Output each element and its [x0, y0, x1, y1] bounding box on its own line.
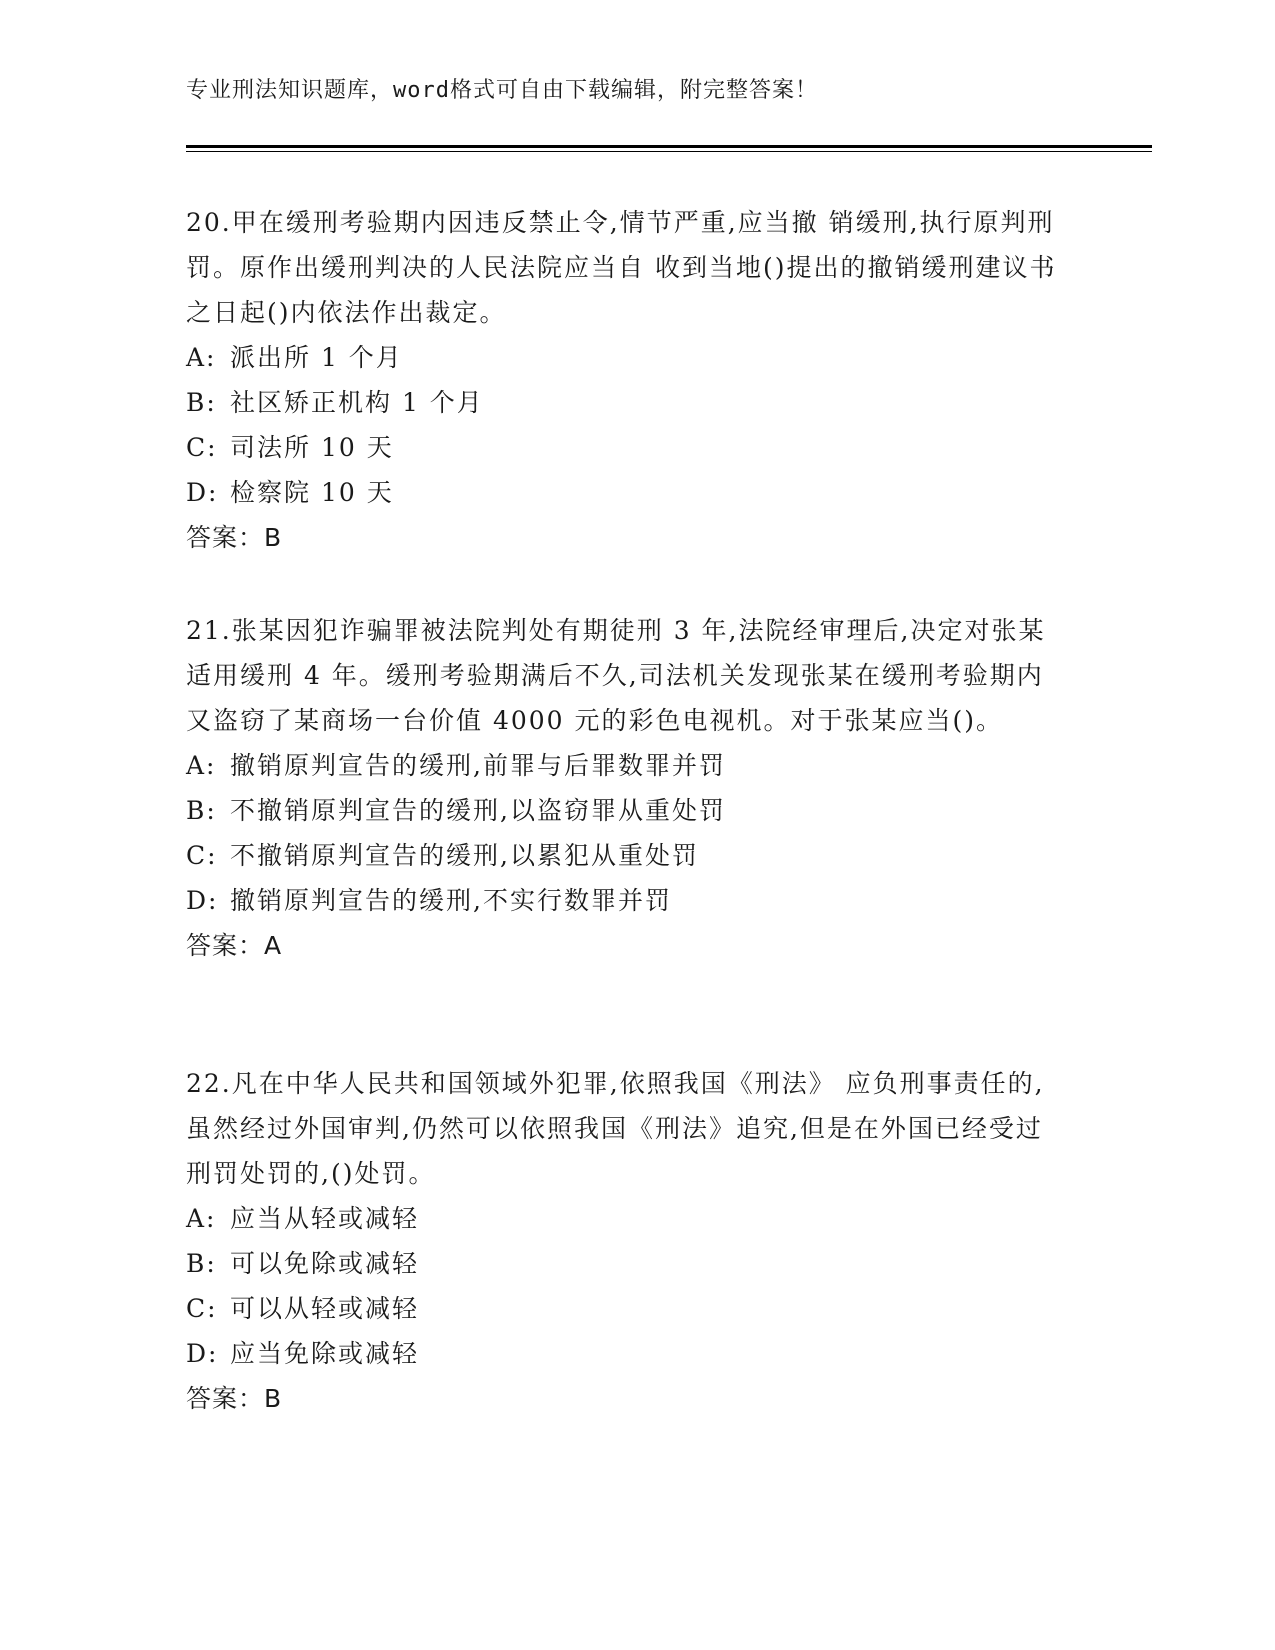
option-a [186, 743, 1066, 788]
question-22 [186, 1061, 1066, 1421]
option-b [186, 1241, 1066, 1286]
option-list [186, 335, 1066, 515]
option-b [186, 380, 1066, 425]
option-text: 不撤销原判宣告的缓刑,以盗窃罪从重处罚 [230, 796, 726, 825]
answer-line: 答案：A [186, 931, 283, 960]
header-rule-thin [186, 151, 1152, 152]
question-stem: 20.甲在缓刑考验期内因违反禁止令,情节严重,应当撤 销缓刑,执行原判刑罚。原作出缓刑判决的人民法院应当自 收到当地()提出的撤销缓刑建议书之日起()内依法作出裁定。 [186, 208, 1057, 327]
option-d [186, 878, 1066, 923]
option-text: 可以从轻或减轻 [230, 1294, 420, 1323]
answer-line: 答案：B [186, 523, 283, 552]
option-text: 不撤销原判宣告的缓刑,以累犯从重处罚 [230, 841, 699, 870]
option-text: 应当从轻或减轻 [230, 1204, 420, 1233]
option-c [186, 833, 1066, 878]
option-key: B: [186, 796, 217, 825]
option-key: B: [186, 1249, 217, 1278]
option-key: A: [186, 343, 217, 372]
option-key: D: [186, 478, 219, 507]
option-text: 检察院 10 天 [230, 478, 394, 507]
option-d [186, 470, 1066, 515]
option-key: C: [186, 841, 218, 870]
question-21 [186, 608, 1066, 968]
option-text: 应当免除或减轻 [230, 1339, 420, 1368]
option-key: B: [186, 388, 217, 417]
option-key: C: [186, 433, 218, 462]
option-key: D: [186, 1339, 219, 1368]
option-a [186, 335, 1066, 380]
option-text: 派出所 1 个月 [230, 343, 403, 372]
question-stem: 21.张某因犯诈骗罪被法院判处有期徒刑 3 年,法院经审理后,决定对张某适用缓刑 4 年。缓刑考验期满后不久,司法机关发现张某在缓刑考验期内又盗窃了某商场一台价值 4000 元的彩色电视机。对于张某应当()。 [186, 616, 1046, 735]
question-stem: 22.凡在中华人民共和国领域外犯罪,依照我国《刑法》 应负刑事责任的,虽然经过外国审判,仍然可以依照我国《刑法》追究,但是在外国已经受过刑罚处罚的,()处罚。 [186, 1069, 1045, 1188]
option-list [186, 743, 1066, 923]
option-a [186, 1196, 1066, 1241]
option-key: A: [186, 1204, 217, 1233]
option-key: C: [186, 1294, 218, 1323]
question-20 [186, 200, 1066, 560]
option-key: A: [186, 751, 217, 780]
option-text: 可以免除或减轻 [230, 1249, 420, 1278]
header-rule-thick [186, 145, 1152, 148]
option-text: 社区矫正机构 1 个月 [230, 388, 484, 417]
option-text: 司法所 10 天 [230, 433, 394, 462]
option-c [186, 1286, 1066, 1331]
page-header: 专业刑法知识题库，word格式可自由下载编辑，附完整答案！ [186, 78, 818, 103]
option-key: D: [186, 886, 219, 915]
answer-line: 答案：B [186, 1384, 283, 1413]
option-text: 撤销原判宣告的缓刑,前罪与后罪数罪并罚 [230, 751, 726, 780]
option-b [186, 788, 1066, 833]
option-d [186, 1331, 1066, 1376]
option-text: 撤销原判宣告的缓刑,不实行数罪并罚 [230, 886, 672, 915]
option-list [186, 1196, 1066, 1376]
option-c [186, 425, 1066, 470]
